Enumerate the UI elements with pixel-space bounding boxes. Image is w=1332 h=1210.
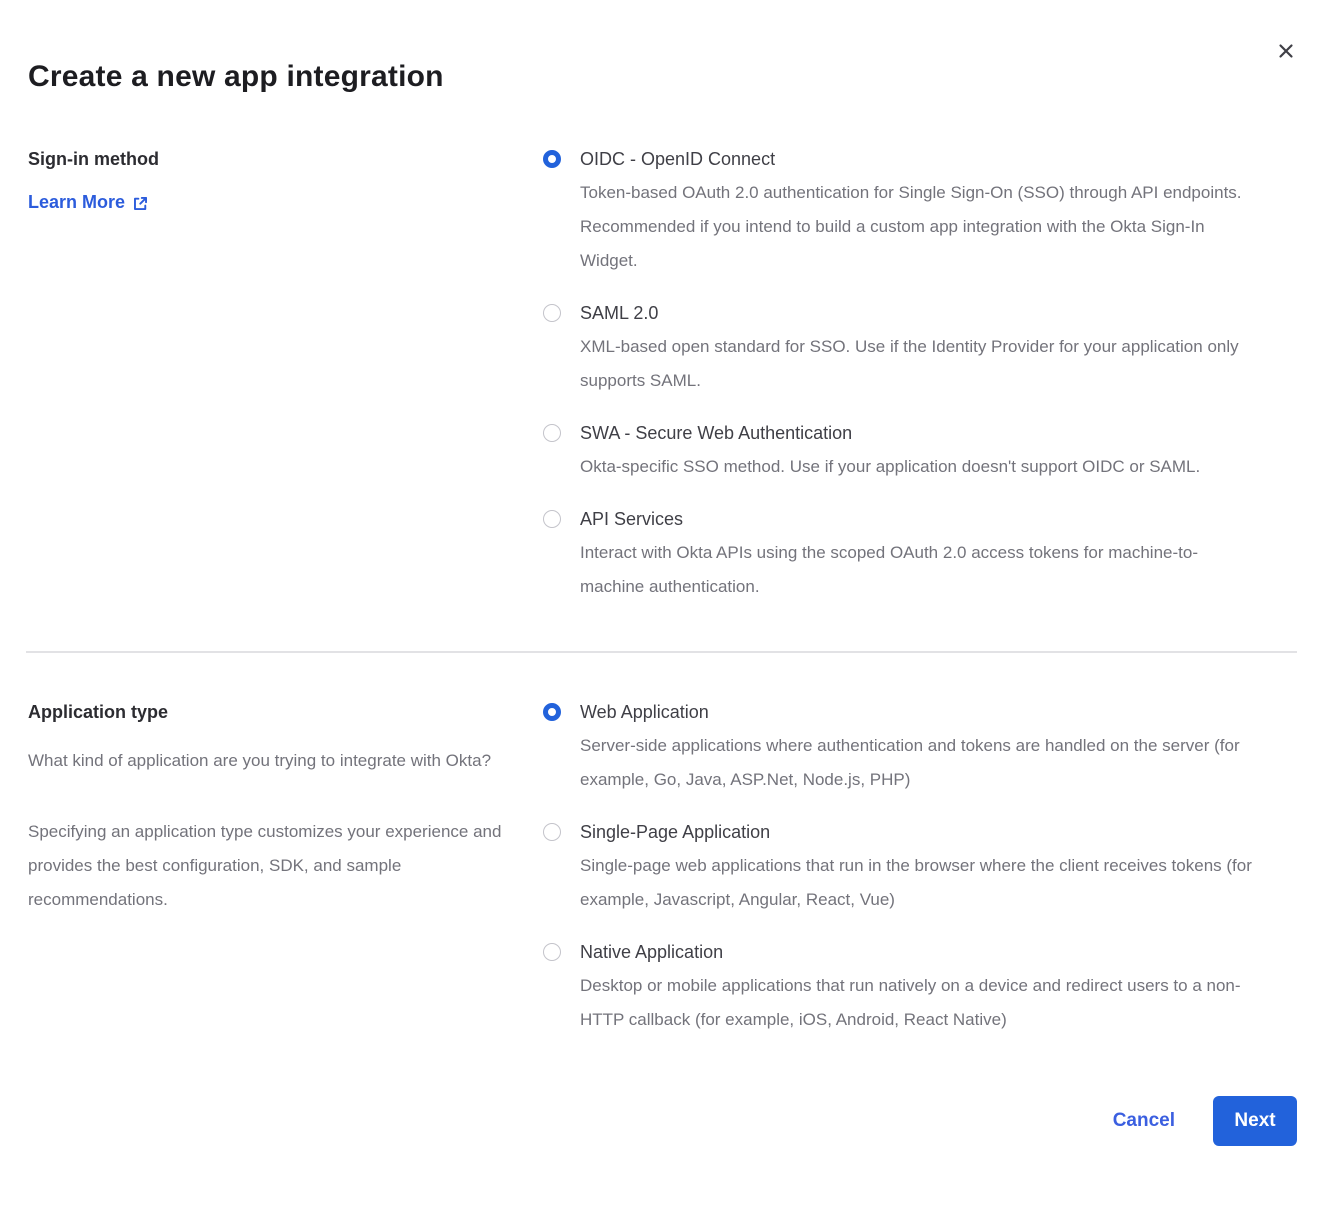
application-type-label: Application type	[28, 702, 169, 722]
option-label-oidc: OIDC - OpenID Connect	[580, 149, 776, 169]
option-desc-api-services: Interact with Okta APIs using the scoped OAuth 2.0 access tokens for machine-to-machine authentication.	[580, 543, 1198, 596]
option-label-swa: SWA - Secure Web Authentication	[580, 423, 853, 443]
option-label-single-page-application: Single-Page Application	[580, 822, 771, 842]
option-label-web-application: Web Application	[580, 702, 709, 722]
radio-option-swa[interactable]	[543, 416, 1259, 484]
application-type-description-1: What kind of application are you trying to integrate with Okta?	[28, 751, 492, 770]
signin-method-options	[543, 142, 1259, 604]
signin-method-label: Sign-in method	[28, 149, 159, 169]
radio-button-native-application[interactable]	[543, 943, 561, 961]
cancel-button[interactable]: Cancel	[1112, 1110, 1175, 1131]
option-label-saml: SAML 2.0	[580, 303, 659, 323]
option-desc-web-application: Server-side applications where authentication and tokens are handled on the server (for example, Go, Java, ASP.Net, Node.js, PHP)	[580, 736, 1240, 789]
close-icon	[1276, 41, 1296, 61]
option-desc-single-page-application: Single-page web applications that run in the browser where the client receives tokens (for example, Javascript, Angular, React, Vue)	[580, 856, 1252, 909]
close-button[interactable]	[1273, 38, 1299, 64]
option-desc-oidc: Token-based OAuth 2.0 authentication for Single Sign-On (SSO) through API endpoints. Recommended if you intend to build a custom app integration with the Okta Sign-In Widget.	[580, 183, 1242, 270]
radio-option-api-services[interactable]	[543, 502, 1259, 604]
dialog-footer	[28, 1096, 1297, 1146]
signin-method-section	[28, 142, 1297, 604]
application-type-left-col	[28, 695, 543, 1037]
radio-option-oidc[interactable]	[543, 142, 1259, 278]
signin-method-left-col	[28, 142, 543, 604]
radio-button-saml[interactable]	[543, 304, 561, 322]
application-type-description-2: Specifying an application type customizes your experience and provides the best configuration, SDK, and sample recommendations.	[28, 822, 502, 909]
radio-button-oidc[interactable]	[543, 150, 561, 168]
option-label-api-services: API Services	[580, 509, 684, 529]
radio-button-api-services[interactable]	[543, 510, 561, 528]
option-desc-saml: XML-based open standard for SSO. Use if the Identity Provider for your application only supports SAML.	[580, 337, 1239, 390]
dialog-title: Create a new app integration	[28, 60, 444, 93]
option-desc-native-application: Desktop or mobile applications that run natively on a device and redirect users to a non-HTTP callback (for example, iOS, Android, React Native)	[580, 976, 1241, 1029]
radio-option-native-application[interactable]	[543, 935, 1259, 1037]
radio-option-single-page-application[interactable]	[543, 815, 1259, 917]
radio-button-web-application[interactable]	[543, 703, 561, 721]
radio-button-swa[interactable]	[543, 424, 561, 442]
learn-more-link[interactable]	[28, 192, 149, 213]
external-link-icon	[132, 193, 149, 212]
application-type-options	[543, 695, 1259, 1037]
radio-option-saml[interactable]	[543, 296, 1259, 398]
option-desc-swa: Okta-specific SSO method. Use if your application doesn't support OIDC or SAML.	[580, 457, 1201, 476]
application-type-section	[28, 695, 1297, 1037]
radio-button-single-page-application[interactable]	[543, 823, 561, 841]
option-label-native-application: Native Application	[580, 942, 724, 962]
next-button[interactable]: Next	[1213, 1096, 1297, 1146]
section-divider	[26, 651, 1297, 653]
learn-more-label: Learn More	[28, 192, 126, 212]
radio-option-web-application[interactable]	[543, 695, 1259, 797]
